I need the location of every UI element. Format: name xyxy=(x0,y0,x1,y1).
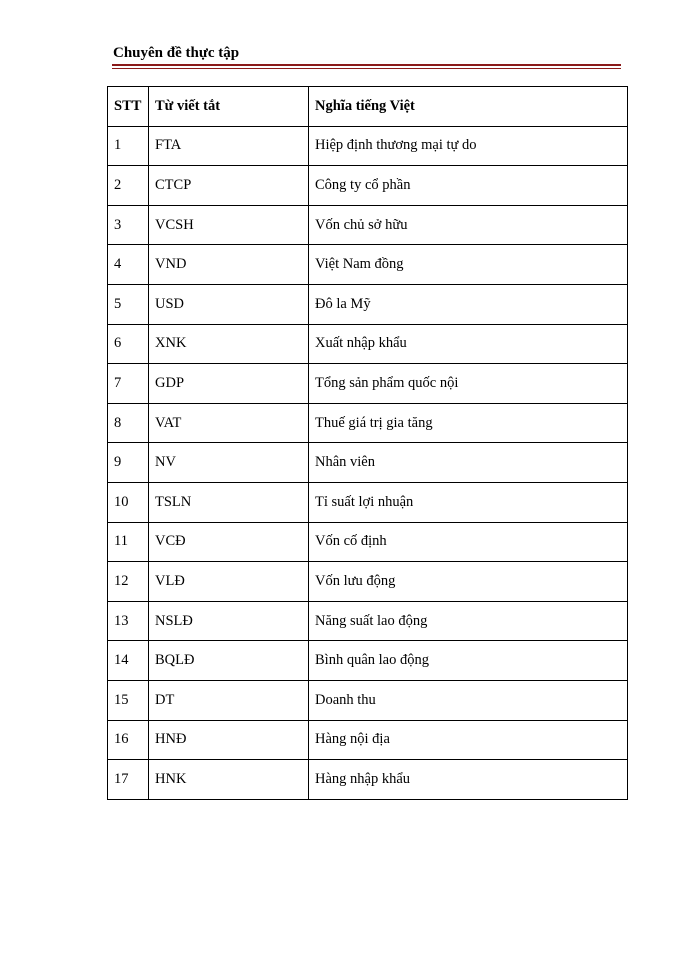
meaning-cell: Hàng nội địa xyxy=(309,720,628,760)
table-body xyxy=(108,126,628,799)
table-row xyxy=(108,760,628,800)
abbreviation-cell: NV xyxy=(149,443,309,483)
abbreviations-table xyxy=(107,86,628,800)
meaning-cell: Vốn cố định xyxy=(309,522,628,562)
meaning-cell: Đô la Mỹ xyxy=(309,284,628,324)
abbreviation-cell: VAT xyxy=(149,403,309,443)
meaning-cell: Năng suất lao động xyxy=(309,601,628,641)
abbreviation-cell: BQLĐ xyxy=(149,641,309,681)
meaning-cell: Xuất nhập khẩu xyxy=(309,324,628,364)
abbreviation-cell: GDP xyxy=(149,364,309,404)
meaning-cell: Tổng sản phẩm quốc nội xyxy=(309,364,628,404)
abbreviation-cell: CTCP xyxy=(149,166,309,206)
row-number-cell: 10 xyxy=(108,482,149,522)
meaning-cell: Hiệp định thương mại tự do xyxy=(309,126,628,166)
row-number-cell: 17 xyxy=(108,760,149,800)
abbreviation-cell: USD xyxy=(149,284,309,324)
row-number-cell: 3 xyxy=(108,205,149,245)
row-number-cell: 6 xyxy=(108,324,149,364)
row-number-cell: 2 xyxy=(108,166,149,206)
header-divider-thin xyxy=(112,68,621,69)
meaning-cell: Vốn chủ sở hữu xyxy=(309,205,628,245)
row-number-cell: 7 xyxy=(108,364,149,404)
abbreviation-cell: VLĐ xyxy=(149,562,309,602)
meaning-cell: Thuế giá trị gia tăng xyxy=(309,403,628,443)
meaning-cell: Việt Nam đồng xyxy=(309,245,628,285)
table-row xyxy=(108,324,628,364)
abbreviation-cell: NSLĐ xyxy=(149,601,309,641)
page-header-title: Chuyên đề thực tập xyxy=(113,45,240,61)
table-row xyxy=(108,641,628,681)
table-header-row xyxy=(108,87,628,127)
table-row xyxy=(108,680,628,720)
table-row xyxy=(108,205,628,245)
abbreviation-cell: VCSH xyxy=(149,205,309,245)
meaning-cell: Hàng nhập khẩu xyxy=(309,760,628,800)
meaning-cell: Vốn lưu động xyxy=(309,562,628,602)
abbreviation-cell: TSLN xyxy=(149,482,309,522)
row-number-cell: 15 xyxy=(108,680,149,720)
row-number-cell: 13 xyxy=(108,601,149,641)
abbreviation-cell: VCĐ xyxy=(149,522,309,562)
table-row xyxy=(108,443,628,483)
table-row xyxy=(108,126,628,166)
column-header-abbreviation: Từ viết tắt xyxy=(149,87,309,127)
row-number-cell: 5 xyxy=(108,284,149,324)
table-row xyxy=(108,720,628,760)
abbreviation-cell: VND xyxy=(149,245,309,285)
abbreviation-cell: XNK xyxy=(149,324,309,364)
table-row xyxy=(108,166,628,206)
row-number-cell: 8 xyxy=(108,403,149,443)
abbreviation-cell: FTA xyxy=(149,126,309,166)
table-row xyxy=(108,284,628,324)
table-row xyxy=(108,364,628,404)
table-row xyxy=(108,403,628,443)
column-header-stt: STT xyxy=(108,87,149,127)
row-number-cell: 1 xyxy=(108,126,149,166)
row-number-cell: 14 xyxy=(108,641,149,681)
meaning-cell: Doanh thu xyxy=(309,680,628,720)
meaning-cell: Tỉ suất lợi nhuận xyxy=(309,482,628,522)
table-row xyxy=(108,601,628,641)
meaning-cell: Công ty cổ phần xyxy=(309,166,628,206)
table-row xyxy=(108,562,628,602)
table-row xyxy=(108,245,628,285)
column-header-meaning: Nghĩa tiếng Việt xyxy=(309,87,628,127)
table-row xyxy=(108,482,628,522)
abbreviation-cell: HNK xyxy=(149,760,309,800)
row-number-cell: 12 xyxy=(108,562,149,602)
row-number-cell: 11 xyxy=(108,522,149,562)
row-number-cell: 9 xyxy=(108,443,149,483)
meaning-cell: Nhân viên xyxy=(309,443,628,483)
row-number-cell: 4 xyxy=(108,245,149,285)
table-row xyxy=(108,522,628,562)
abbreviation-cell: HNĐ xyxy=(149,720,309,760)
abbreviation-cell: DT xyxy=(149,680,309,720)
row-number-cell: 16 xyxy=(108,720,149,760)
header-divider xyxy=(112,64,621,66)
meaning-cell: Bình quân lao động xyxy=(309,641,628,681)
